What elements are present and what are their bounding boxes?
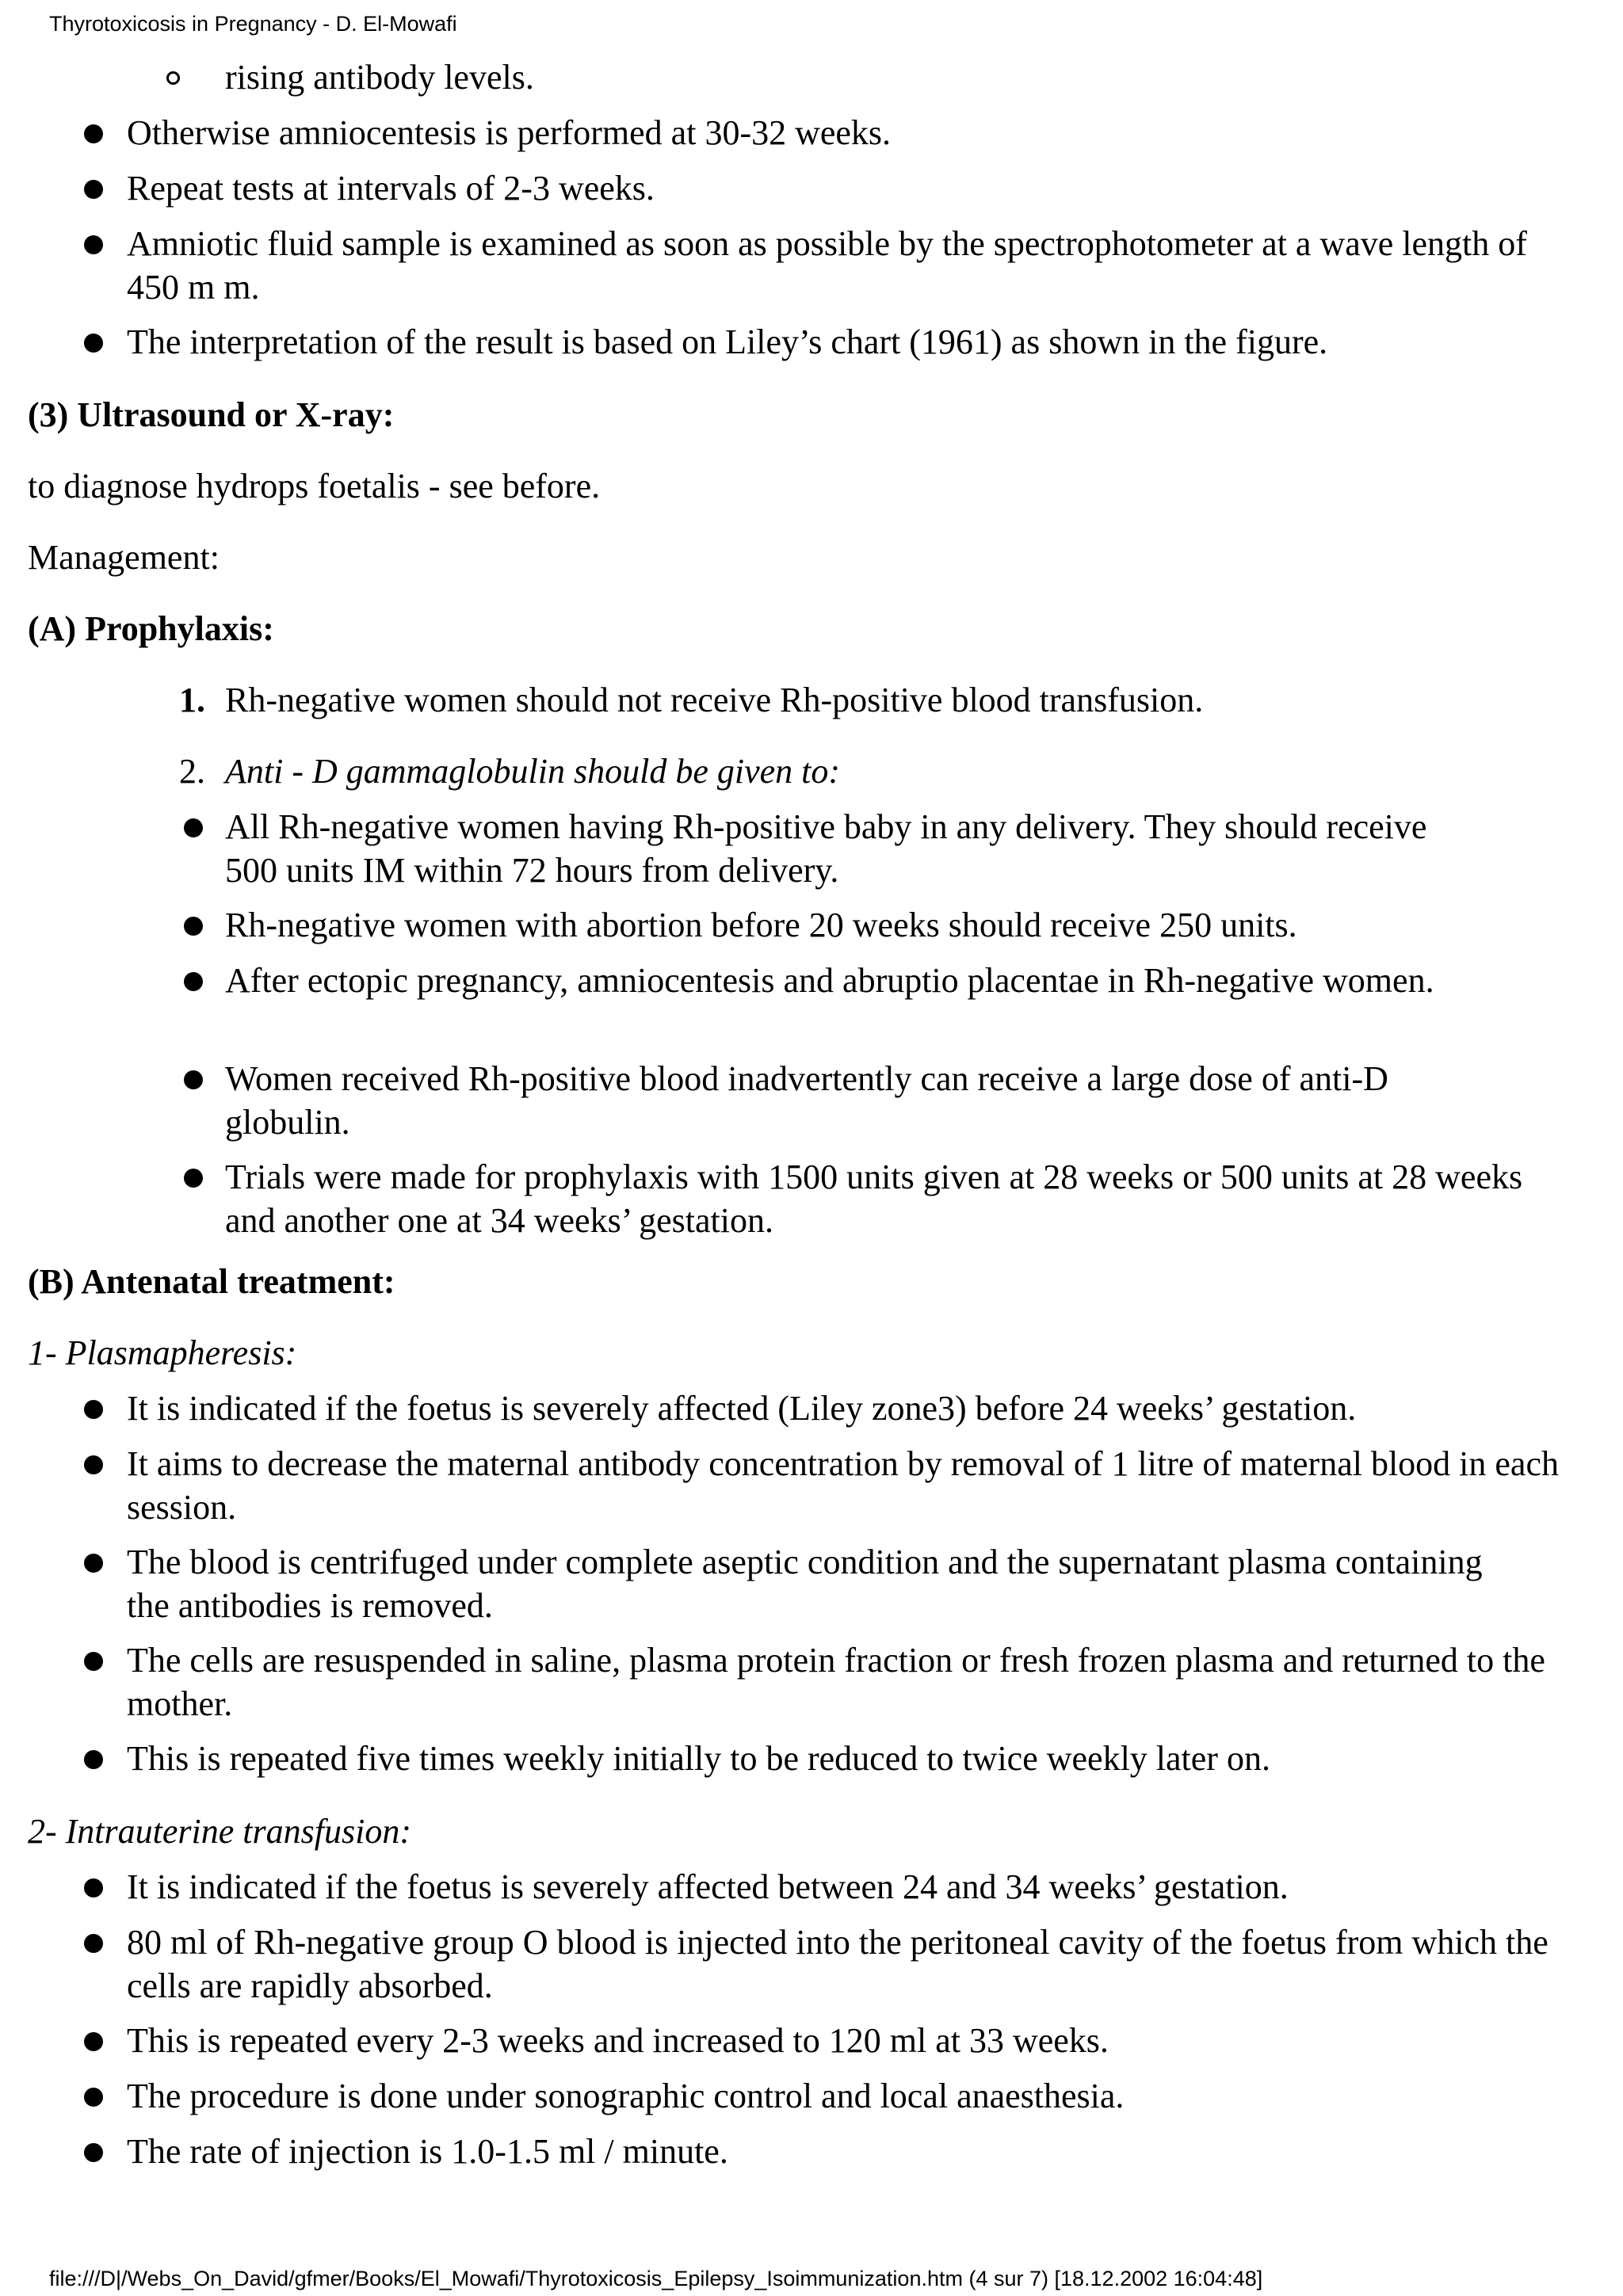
list-item [84,2130,1590,2173]
list-item-text: Anti - D gammaglobulin should be given to: [225,752,841,791]
list-number: 1. [179,681,205,719]
list-item-text: The procedure is done under sonographic control and local anaesthesia. [127,2077,1125,2115]
list-item [84,1442,1606,1529]
subsection-heading: 2- Intrauterine transfusion: [28,1812,411,1851]
list-item [184,1057,1452,1144]
list-item-text: The cells are resuspended in saline, plasma protein fraction or fresh frozen plasma and returned to the mother. [127,1641,1545,1723]
list-item-text: 80 ml of Rh-negative group O blood is injected into the peritoneal cavity of the foetus from which the cells are rapidly absorbed. [127,1923,1549,2005]
list-item-text: Trials were made for prophylaxis with 1500 units given at 28 weeks or 500 units at 28 weeks and another one at 34 weeks’ gestation. [225,1158,1523,1240]
list-item [184,805,1484,892]
list-item-text: The rate of injection is 1.0-1.5 ml / minute. [127,2132,728,2171]
list-item-text: Rh-negative women should not receive Rh-positive blood transfusion. [225,681,1204,719]
bullet-icon [84,124,103,143]
list-item-text: It is indicated if the foetus is severely affected between 24 and 34 weeks’ gestation. [127,1867,1289,1906]
section-heading: (A) Prophylaxis: [28,609,274,648]
bullet-icon [84,1554,103,1573]
list-item [84,1638,1606,1726]
hollow-circle-bullet-icon [166,71,180,85]
bullet-icon [84,180,103,199]
management-label: Management: [28,538,220,577]
bullet-icon [184,1169,203,1188]
list-item [84,222,1574,309]
list-item [84,1737,1590,1780]
bullet-icon [84,1750,103,1769]
list-item [84,1920,1574,2008]
bullet-icon [84,1652,103,1671]
bullet-icon [84,1878,103,1897]
list-item-text: Rh-negative women with abortion before 20 weeks should receive 250 units. [225,906,1297,944]
section-heading: (3) Ultrasound or X-ray: [28,395,395,434]
page-footer-url: file:///D|/Webs_On_David/gfmer/Books/El_Mowafi/Thyrotoxicosis_Epilepsy_Isoimmunization.htm (4 sur 7) [18.12.2002 16:04:48] [49,2267,1263,2290]
list-item-text: The interpretation of the result is based on Liley’s chart (1961) as shown in the figure. [127,322,1328,361]
list-item [84,166,1590,210]
list-item [84,111,1590,154]
list-item-text: Amniotic fluid sample is examined as soon as possible by the spectrophotometer at a wave length of 450 m m. [127,224,1527,307]
list-item-text: The blood is centrifuged under complete aseptic condition and the supernatant plasma containing the antibodies is removed. [127,1543,1483,1625]
bullet-icon [84,2032,103,2051]
list-item-text: Otherwise amniocentesis is performed at 30-32 weeks. [127,113,892,152]
bullet-icon [84,235,103,254]
list-item-text: Repeat tests at intervals of 2-3 weeks. [127,169,655,208]
list-item-text: This is repeated five times weekly initially to be reduced to twice weekly later on. [127,1739,1270,1778]
list-item [84,1386,1590,1430]
list-number: 2. [179,752,205,791]
list-item-text: rising antibody levels. [225,58,534,97]
list-item [84,2019,1590,2062]
list-item-text: This is repeated every 2-3 weeks and increased to 120 ml at 33 weeks. [127,2021,1109,2060]
list-item-text: After ectopic pregnancy, amniocentesis and abruptio placentae in Rh-negative women. [225,961,1434,1000]
list-item [184,1155,1531,1242]
list-item [184,959,1484,1002]
bullet-icon [84,334,103,353]
bullet-icon [84,2143,103,2162]
paragraph: to diagnose hydrops foetalis - see before. [28,467,601,505]
list-item [184,903,1531,947]
bullet-icon [84,2088,103,2107]
list-item-text: It is indicated if the foetus is severely affected (Liley zone3) before 24 weeks’ gestation. [127,1389,1357,1428]
bullet-icon [184,972,203,991]
list-item-text: It aims to decrease the maternal antibody concentration by removal of 1 litre of maternal blood in each session. [127,1444,1559,1527]
bullet-icon [184,1070,203,1089]
list-item [84,1540,1510,1627]
list-item [84,2074,1590,2118]
bullet-icon [84,1400,103,1419]
list-item [84,320,1590,364]
subsection-heading: 1- Plasmapheresis: [28,1333,297,1372]
bullet-icon [184,917,203,936]
page-header-title: Thyrotoxicosis in Pregnancy - D. El-Mowafi [49,12,457,36]
bullet-icon [184,818,203,837]
bullet-icon [84,1934,103,1953]
list-item-text: Women received Rh-positive blood inadvertently can receive a large dose of anti-D globulin. [225,1059,1388,1142]
list-item-text: All Rh-negative women having Rh-positive baby in any delivery. They should receive 500 units IM within 72 hours from delivery. [225,807,1427,890]
list-item [166,55,534,99]
list-item [84,1865,1590,1909]
section-heading: (B) Antenatal treatment: [28,1262,395,1301]
bullet-icon [84,1455,103,1474]
